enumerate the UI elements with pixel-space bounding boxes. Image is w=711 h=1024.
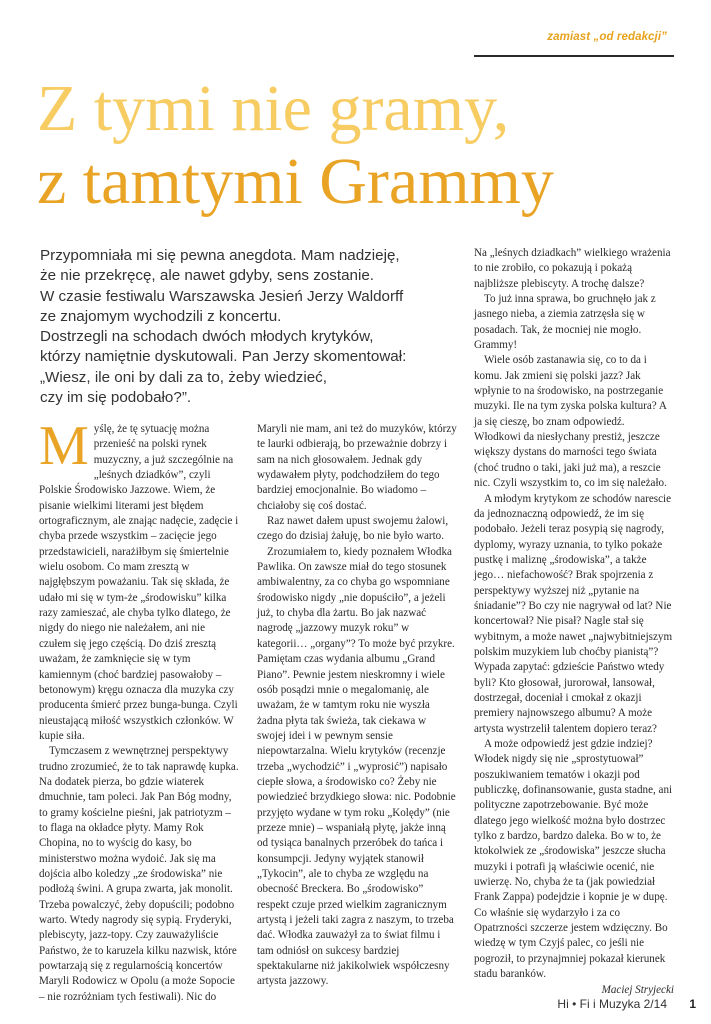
lead-line: Przypomniała mi się pewna anegdota. Mam nadzieję, — [40, 247, 400, 264]
headline-line-2: z tamtymi Grammy — [37, 145, 554, 218]
body-paragraph: A może odpowiedź jest gdzie indziej? Włodek nigdy się nie „sprostytuował” poszukiwaniem tematów i okazji pod publiczkę, dofinansowanie, gusta stadne, ani polityczne zapotrzebowanie. Być może dlatego jego wielkość można było dostrzec tylko z bardzo, bardzo daleka. Bo w to, że ktokolwiek ze „środowiska” jeszcze słucha muzyki i potrafi ją właściwie ocenić, nie uwierzę. No, chyba że ta (jak powiedział Frank Zappa) podejdzie i kopnie je w dupę. Co właśnie się wydarzyło i za co Opatrzności szczerze jestem wdzięczny. Bo wiedzę w tym Czyjś palec, co jeśli nie pogroził, to przynajmniej pokazał kierunek stadu baranków. — [474, 738, 673, 981]
headline-line-1: Z tymi nie gramy, — [37, 72, 510, 145]
lead-line: ze znajomym wychodzili z koncertu. — [40, 307, 282, 325]
body-column-2 — [257, 422, 457, 990]
lead-line: że nie przekręcę, ale nawet gdyby, sens zostanie. — [40, 267, 375, 285]
section-rule — [474, 55, 674, 57]
section-label: zamiast „od redakcji” — [547, 31, 667, 43]
body-paragraph: To już inna sprawa, bo gruchnęło jak z jasnego nieba, a ziemia zatrzęsła się w posadach. Tak, że mocniej nie mogło. Grammy! — [474, 293, 656, 352]
body-column-1 — [39, 415, 239, 1005]
body-paragraph: Tymczasem z wewnętrznej perspektywy trudno zrozumieć, że to tak naprawdę kupka. Na dodatek pierza, bo gdzie wiaterek dmuchnie, tam poleci. Jak Pan Bóg modny, to gramy kościelne pieśni, jak patriotyzm – to flaga na okładce płyty. Mamy Rok Chopina, no to wyścig do kasy, bo ministerstwo można wydoić. Jak się ma dojścia albo koledzy „ze środowiska” nie podłożą świni. A grupa zwarta, jak monolit. Trzeba powalczyć, żeby dopuścili; podobno warto. Wtedy nagrody się sypią. Fryderyki, plebiscyty, jazz-topy. Czy zauważyliście Państwo, że to karuzela kilku nazwisk, które powtarzają się z regularnością koncertów Maryli Rodowicz w Opolu (a może Sopocie – nie rozróżniam tych festiwali). Nic do — [39, 745, 239, 1003]
lead-line: W czasie festiwalu Warszawska Jesień Jerzy Waldorff — [40, 287, 404, 305]
lead-line: czy im się podobało?”. — [40, 389, 192, 407]
body-column-3 — [474, 246, 674, 998]
body-paragraph: Wiele osób zastanawia się, co to da i komu. Jak zmieni się polski jazz? Jak wpłynie to na środowisko, na postrzeganie muzyki. Ile na tym zyska polska kultura? A ja się cieszę, bo znam odpowiedź. Włodkowi da niesłychany prestiż, jeszcze większy dystans do marności tego świata (choć trudno o taki, jaki już ma), a reszcie nic. Czyli wszystkim to, co im się należało. — [474, 354, 667, 490]
lead-line: którzy namiętnie dyskutowali. Pan Jerzy skomentował: — [40, 348, 407, 366]
lead-paragraph — [40, 246, 460, 408]
page-number: 1 — [689, 997, 696, 1011]
author-signature: Maciej Stryjecki — [601, 983, 674, 996]
body-paragraph: A młodym krytykom ze schodów narescie da jednoznaczną odpowiedź, że im się podobało. Jeżeli teraz posypią się nagrody, dyplomy, wyrazy uznania, to tylko pokaże pustkę i maliznę „środowiska”, a także jego… niefachowość? Brak spojrzenia z perspektywy wyższej niż „pytanie na śniadanie”? Bo czy nie nagrywał od lat? Nie koncertował? Nie pisał? Nagle stał się wybitnym, a może nawet „najwybitniejszym polskim muzykiem lub choćby pianistą”? Wypada zapytać: gdzieście Państwo wtedy byli? Kto głosował, jurorował, lansował, dostrzegał, doceniał i cmokał z okazji premiery najnowszego albumu? A może artysta wystrzelił talentem dopiero teraz? — [474, 492, 673, 735]
lead-line: Dostrzegli na schodach dwóch młodych krytyków, — [40, 328, 374, 346]
drop-cap: M — [39, 415, 89, 477]
lead-line: „Wiesz, ile oni by dali za to, żeby wiedzieć, — [40, 368, 327, 386]
body-paragraph: yślę, że tę sytuację można przenieść na polski rynek muzyczny, a już szczególnie na „leśnych dziadków”, czyli Polskie Środowisko Jazzowe. Wiem, że pisanie wielkimi literami jest błędem ortograficznym, ale znając nadęcie, zadęcie i chyba przede wszystkim – zacięcie jego przedstawicieli, narażiłbym się śmiertelnie wielu osobom. Co mam zresztą w najgłębszym poważaniu. Tak się składa, że udało mi się w tym-że „środowisku” kilka razy zamieszać, ale chyba tylko dlatego, że nigdy do niego nie należałem, ani nie czułem się jego częścią. Do dziś zresztą uważam, że zamknięcie się w tym kamiennym (choć bardziej pasowałoby – betonowym) kręgu oznacza dla muzyka czy producenta śmierć przez bunga-bunga. Czyli nieustającą miłość wszystkich członków. W kupie siła. — [39, 423, 239, 742]
magazine-footer: Hi • Fi i Muzyka 2/14 — [557, 997, 667, 1011]
body-paragraph: Raz nawet dałem upust swojemu żalowi, czego do dzisiaj żałuję, bo nie było warto. — [257, 515, 449, 543]
body-paragraph: Na „leśnych dziadkach” wielkiego wrażenia to nie zrobiło, co pokazują i pokażą najbliższe plebiscyty. A trochę dalsze? — [474, 247, 671, 290]
headline — [37, 72, 687, 218]
body-paragraph: Zrozumiałem to, kiedy poznałem Włodka Pawlika. On zawsze miał do tego stosunek ambiwalentny, za co chyba go wspomniane środowisko nigdy „nie dopuściło”, a jeżeli już, to chyba dla żartu. Bo jak nazwać nagrodę „jazzowy muzyk roku” w kategorii… „organy”? To może być przykre. Pamiętam czas wydania albumu „Grand Piano”. Pewnie jestem nieskromny i wiele osób posądzi mnie o megalomanię, ale uważam, że w tamtym roku nie wyszła żadna płyta tak świeża, tak ciekawa w swojej idei i w pewnym sensie niepowtarzalna. Wielu krytyków (recenzje trzeba „wychodzić” i „wyprosić”) napisało ciepłe słowa, a środowisko co? Żeby nie powiedzieć brzydkiego słowa: nic. Podobnie przyjęto wydane w tym roku „Kolędy” (nie przeze mnie) – wspaniałą płytę, jakże inną od tysiąca banalnych przeróbek do tańca i konsumpcji. Jedyny wyjątek stanowił „Tykocin”, ale to chyba ze względu na obecność Breckera. Bo „środowisko” respekt czuje przed wielkim zagranicznym artystą i jeżeli taki zagra z naszym, to trzeba dać. Włodka zauważył za to świat filmu i tam odniósł on sukcesy bardziej spektakularne niż jakikolwiek współczesny artysta jazzowy. — [257, 545, 456, 988]
body-paragraph: Maryli nie mam, ani też do muzyków, którzy te laurki odbierają, bo przeważnie dobrzy i sam na nich głosowałem. Jednak gdy wydawałem płyty, podchodziłem do tego bardziej emocjonalnie. Bo wiadomo – chciałoby się coś dostać. — [257, 423, 457, 512]
